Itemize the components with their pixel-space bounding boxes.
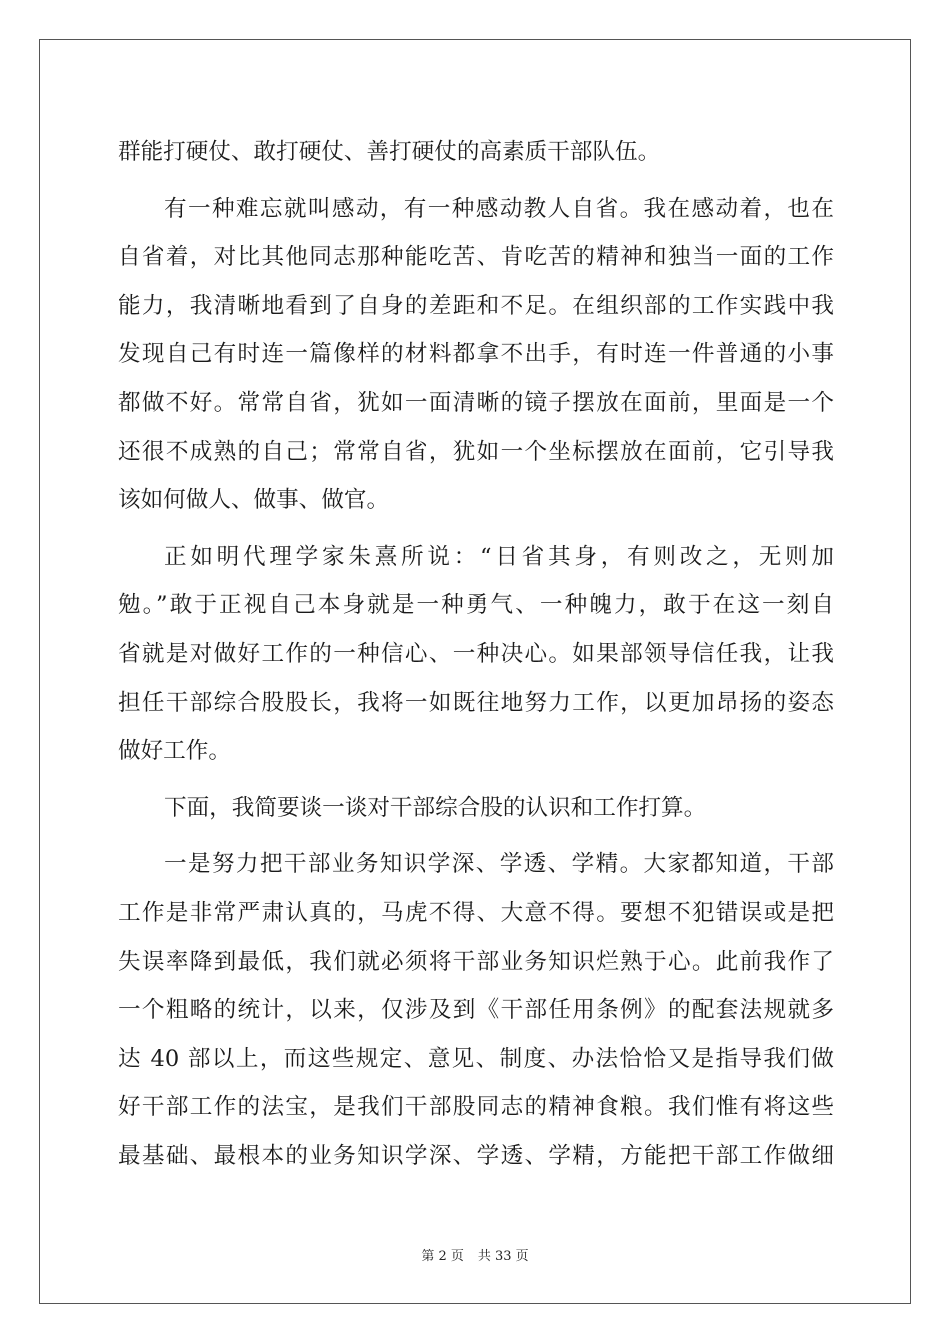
document-body bbox=[118, 128, 834, 1180]
text-line: 一个粗略的统计，以来，仅涉及到《干部任用条例》的配套法规就多 bbox=[118, 997, 834, 1024]
text-line: 担任干部综合股股长，我将一如既往地努力工作，以更加昂扬的姿态 bbox=[118, 689, 834, 716]
text-line: 勉。”敢于正视自己本身就是一种勇气、一种魄力，敢于在这一刻自 bbox=[118, 592, 834, 619]
text-line: 正如明代理学家朱熹所说：“日省其身，有则改之，无则加 bbox=[164, 543, 834, 570]
text-line: 做好工作。 bbox=[118, 738, 231, 765]
text-line: 该如何做人、做事、做官。 bbox=[118, 487, 390, 514]
text-line: 群能打硬仗、敢打硬仗、善打硬仗的高素质干部队伍。 bbox=[118, 139, 661, 165]
page-number: 第 2 页 bbox=[421, 1249, 464, 1264]
page-total: 共 33 页 bbox=[477, 1249, 529, 1264]
text-line: 下面，我简要谈一谈对干部综合股的认识和工作打算。 bbox=[164, 794, 707, 821]
text-line: 省就是对做好工作的一种信心、一种决心。如果部领导信任我，让我 bbox=[118, 640, 834, 667]
text-line: 最基础、最根本的业务知识学深、学透、学精，方能把干部工作做细 bbox=[118, 1142, 834, 1169]
text-line: 有一种难忘就叫感动，有一种感动教人自省。我在感动着，也在 bbox=[164, 195, 834, 222]
text-line: 都做不好。常常自省，犹如一面清晰的镜子摆放在面前，里面是一个 bbox=[118, 389, 834, 416]
text-line: 发现自己有时连一篇像样的材料都拿不出手，有时连一件普通的小事 bbox=[118, 341, 834, 368]
text-line: 还很不成熟的自己；常常自省，犹如一个坐标摆放在面前，它引导我 bbox=[118, 438, 834, 465]
text-line: 能力，我清晰地看到了自身的差距和不足。在组织部的工作实践中我 bbox=[118, 292, 834, 319]
text-line: 自省着，对比其他同志那种能吃苦、肯吃苦的精神和独当一面的工作 bbox=[118, 244, 834, 271]
text-line: 达 40 部以上，而这些规定、意见、制度、办法恰恰又是指导我们做 bbox=[118, 1045, 834, 1072]
page-footer bbox=[0, 1248, 950, 1266]
text-line: 失误率降到最低，我们就必须将干部业务知识烂熟于心。此前我作了 bbox=[118, 948, 834, 975]
text-line: 好干部工作的法宝，是我们干部股同志的精神食粮。我们惟有将这些 bbox=[118, 1094, 834, 1121]
text-line: 工作是非常严肃认真的，马虎不得、大意不得。要想不犯错误或是把 bbox=[118, 899, 834, 926]
text-line: 一是努力把干部业务知识学深、学透、学精。大家都知道，干部 bbox=[164, 851, 834, 878]
